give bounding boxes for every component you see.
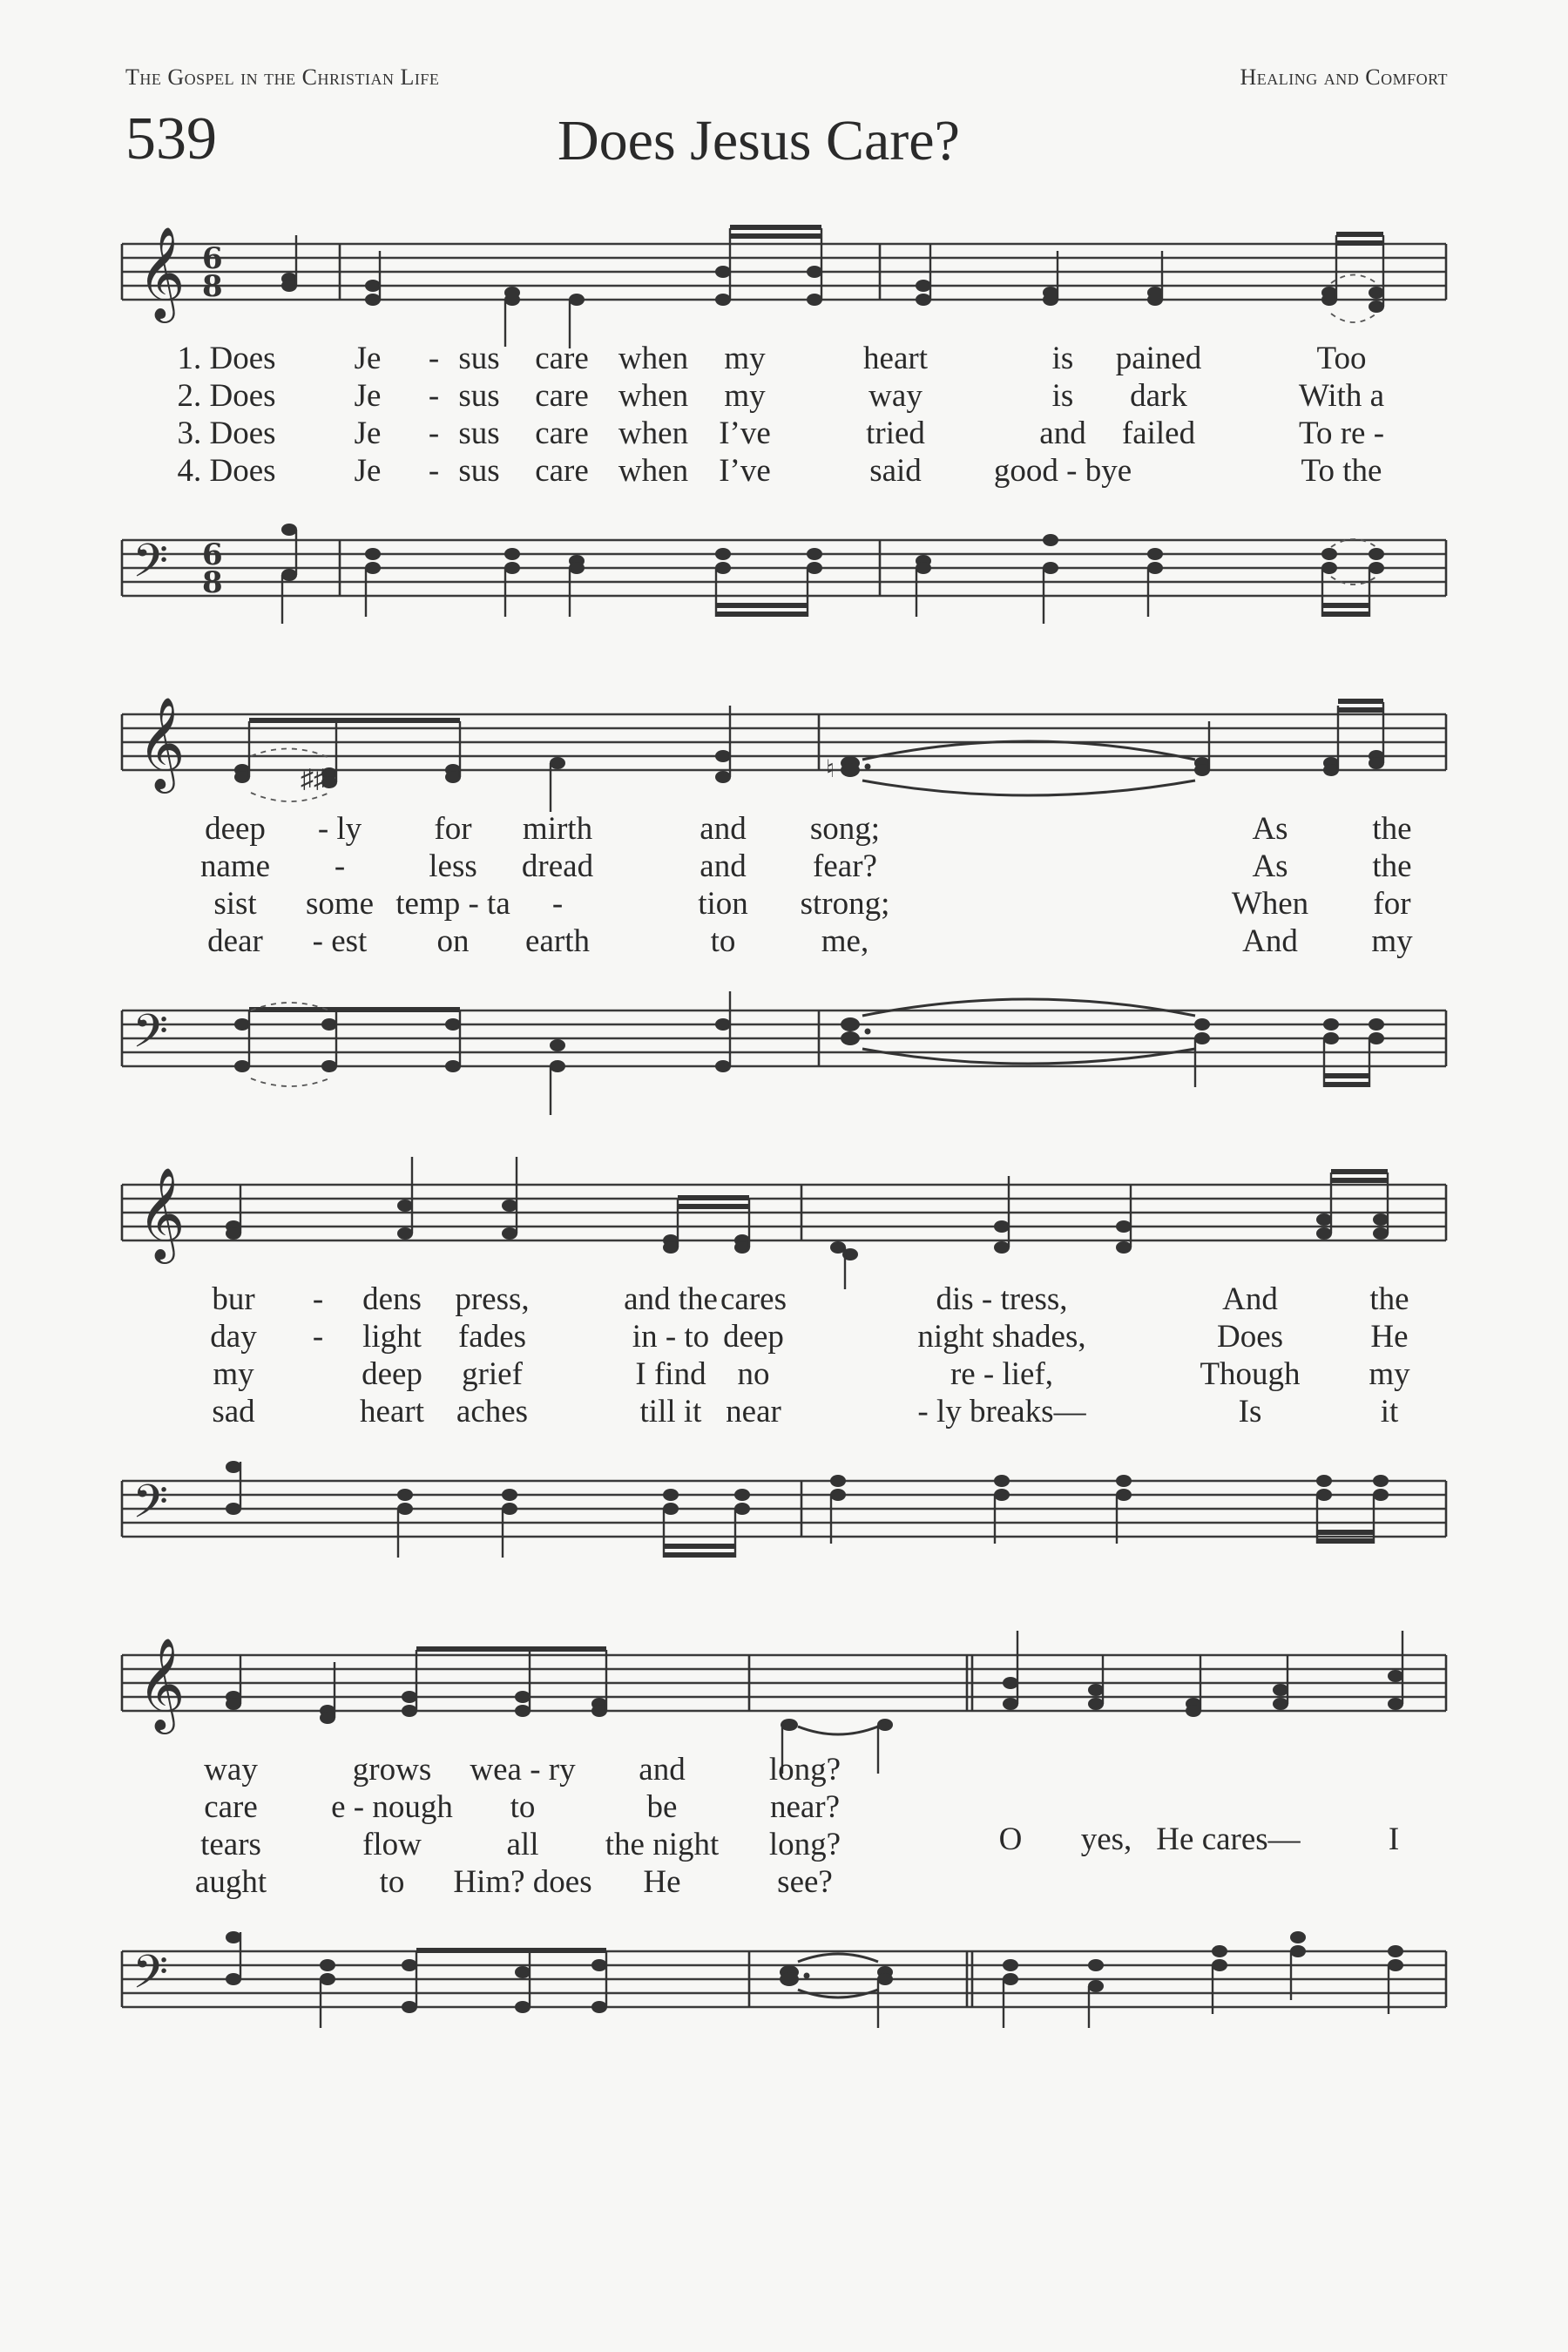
lyric-syllable: to xyxy=(710,923,736,959)
lyric-syllable: long? xyxy=(768,1752,841,1788)
lyric-syllable: name xyxy=(199,848,271,884)
lyric-line-verse-1 xyxy=(122,1751,1446,1789)
lyric-syllable: the night xyxy=(605,1827,720,1862)
lyric-syllable: To re - xyxy=(1298,416,1385,451)
lyric-line-verse-1 xyxy=(122,340,1446,378)
bass-staff-2 xyxy=(122,976,1446,1167)
lyric-syllable: aught xyxy=(194,1864,267,1900)
lyric-syllable: is xyxy=(1051,378,1074,414)
lyric-syllable: be xyxy=(646,1789,678,1825)
lyric-syllable: near? xyxy=(769,1789,841,1825)
lyric-syllable: dear xyxy=(207,923,263,959)
lyric-syllable: grief xyxy=(462,1356,523,1392)
lyric-syllable: He xyxy=(1370,1319,1409,1355)
lyric-syllable: sus xyxy=(458,416,500,451)
lyric-line-verse-4 xyxy=(122,1863,1446,1902)
lyric-syllable: care xyxy=(535,378,589,414)
lyric-syllable: heart xyxy=(360,1394,424,1429)
lyric-syllable: heart xyxy=(863,341,928,376)
lyric-syllable: - xyxy=(551,886,564,922)
lyric-syllable: - xyxy=(428,416,440,451)
lyric-line-verse-4 xyxy=(122,1393,1446,1431)
bass-staff-4 xyxy=(122,1916,1446,2108)
lyric-line-verse-2 xyxy=(122,1318,1446,1356)
lyric-syllable: said xyxy=(869,453,922,489)
treble-clef-icon: 𝄞 xyxy=(138,1637,186,1730)
lyric-syllable: for xyxy=(1373,886,1411,922)
lyric-syllable: dark xyxy=(1130,378,1187,414)
lyric-syllable: when xyxy=(618,416,689,451)
treble-notes xyxy=(226,1157,1389,1289)
lyric-syllable: light xyxy=(362,1319,422,1355)
lyric-syllable: Je xyxy=(354,378,382,414)
bass-staff-1 xyxy=(122,505,1446,697)
lyric-syllable: deep xyxy=(205,811,266,847)
lyric-syllable: it xyxy=(1380,1394,1399,1429)
lyric-syllable: my xyxy=(1369,1356,1410,1392)
lyric-syllable: And xyxy=(1222,1281,1278,1317)
lyric-syllable: deep xyxy=(723,1319,784,1355)
music-system-4 xyxy=(122,1620,1446,2056)
music-system-3 xyxy=(122,1150,1446,1585)
lyric-syllable: the xyxy=(1372,848,1412,884)
lyric-line-verse-1 xyxy=(122,1281,1446,1319)
bass-clef-icon: 𝄢 xyxy=(132,1946,169,2011)
lyric-syllable: less xyxy=(429,848,477,884)
lyric-syllable: dis - tress, xyxy=(936,1281,1068,1317)
lyric-syllable: And xyxy=(1242,923,1298,959)
bass-clef-icon: 𝄢 xyxy=(132,535,169,599)
lyric-syllable: sad xyxy=(212,1394,255,1429)
lyric-syllable: good - bye xyxy=(993,453,1132,489)
lyric-syllable: care xyxy=(535,341,589,376)
lyric-syllable: To the xyxy=(1301,453,1382,489)
lyric-syllable: - xyxy=(312,1281,324,1317)
lyric-syllable: - xyxy=(428,341,440,376)
lyric-syllable: when xyxy=(618,341,689,376)
lyric-syllable: re - lief, xyxy=(950,1356,1054,1392)
lyric-syllable: and the xyxy=(624,1281,718,1317)
lyric-syllable: when xyxy=(618,453,689,489)
lyric-syllable: earth xyxy=(525,923,590,959)
lyric-syllable: Is xyxy=(1238,1394,1262,1429)
bass-time-signature-bottom: 8 xyxy=(202,565,223,600)
lyric-syllable: As xyxy=(1252,848,1288,884)
lyric-syllable: in - to xyxy=(632,1319,710,1355)
bass-staff-3 xyxy=(122,1446,1446,1638)
lyric-syllable: 3. Does xyxy=(177,416,276,451)
lyric-syllable: Je xyxy=(354,341,382,376)
time-signature-top: 6 xyxy=(202,241,223,276)
music-system-1 xyxy=(122,209,1446,645)
lyric-syllable: - xyxy=(428,453,440,489)
lyric-syllable: care xyxy=(535,416,589,451)
lyric-syllable: I’ve xyxy=(719,416,771,451)
refrain-word: O xyxy=(998,1821,1023,1857)
lyric-syllable: He xyxy=(643,1864,681,1900)
lyric-syllable: and xyxy=(700,811,747,847)
lyric-syllable: care xyxy=(535,453,589,489)
lyric-syllable: and xyxy=(1039,416,1086,451)
lyric-syllable: cares xyxy=(720,1281,787,1317)
lyric-line-verse-4 xyxy=(122,452,1446,490)
lyric-syllable: day xyxy=(210,1319,257,1355)
lyric-syllable: - ly xyxy=(317,811,362,847)
lyric-syllable: 1. Does xyxy=(177,341,276,376)
lyric-syllable: strong; xyxy=(800,886,890,922)
lyric-syllable: 4. Does xyxy=(177,453,276,489)
lyric-syllable: no xyxy=(737,1356,770,1392)
lyric-syllable: see? xyxy=(777,1864,833,1900)
lyric-syllable: With a xyxy=(1298,378,1385,414)
lyric-syllable: near xyxy=(726,1394,781,1429)
lyric-syllable: for xyxy=(434,811,472,847)
lyric-syllable: Though xyxy=(1200,1356,1301,1392)
lyric-syllable: the xyxy=(1372,811,1412,847)
treble-clef-icon: 𝄞 xyxy=(138,696,186,789)
bass-time-signature-top: 6 xyxy=(202,537,223,572)
lyric-syllable: - ly breaks— xyxy=(917,1394,1086,1429)
lyric-syllable: sus xyxy=(458,378,500,414)
hymn-title: Does Jesus Care? xyxy=(558,109,960,172)
bass-notes xyxy=(281,524,1384,624)
lyric-syllable: sist xyxy=(213,886,257,922)
lyric-syllable: till it xyxy=(639,1394,702,1429)
lyric-syllable: my xyxy=(724,341,766,376)
hymn-number: 539 xyxy=(125,105,217,172)
lyric-syllable: Je xyxy=(354,416,382,451)
lyric-syllable: flow xyxy=(362,1827,422,1862)
treble-clef-icon: 𝄞 xyxy=(138,226,186,319)
lyric-syllable: to xyxy=(379,1864,405,1900)
lyric-syllable: tried xyxy=(866,416,925,451)
lyric-line-verse-2 xyxy=(122,377,1446,416)
lyric-syllable: When xyxy=(1231,886,1309,922)
bass-clef-icon: 𝄢 xyxy=(132,1005,169,1070)
lyric-syllable: long? xyxy=(768,1827,841,1862)
lyric-syllable: and xyxy=(700,848,747,884)
lyric-syllable: dread xyxy=(521,848,594,884)
running-head-right: Healing and Comfort xyxy=(1240,64,1448,90)
lyric-syllable: way xyxy=(868,378,923,414)
lyric-line-verse-2 xyxy=(122,848,1446,886)
lyric-syllable: when xyxy=(618,378,689,414)
lyric-syllable: way xyxy=(204,1752,258,1788)
lyric-syllable: temp - ta xyxy=(395,886,510,922)
lyric-syllable: and xyxy=(639,1752,686,1788)
lyric-syllable: night shades, xyxy=(917,1319,1086,1355)
bass-clef-icon: 𝄢 xyxy=(132,1476,169,1540)
lyric-syllable: all xyxy=(506,1827,539,1862)
treble-clef-icon: 𝄞 xyxy=(138,1166,186,1260)
lyric-syllable: aches xyxy=(456,1394,529,1429)
lyric-syllable: Too xyxy=(1316,341,1367,376)
lyric-syllable: some xyxy=(305,886,375,922)
lyric-line-verse-3 xyxy=(122,885,1446,923)
lyric-syllable: wea - ry xyxy=(470,1752,576,1788)
lyric-syllable: song; xyxy=(809,811,881,847)
lyric-syllable: care xyxy=(204,1789,258,1825)
refrain-lyrics xyxy=(122,1821,1446,1862)
lyric-syllable: - xyxy=(334,848,346,884)
lyric-syllable: - xyxy=(312,1319,324,1355)
lyric-syllable: failed xyxy=(1121,416,1196,451)
refrain-word: He cares— xyxy=(1156,1821,1301,1857)
lyric-syllable: the xyxy=(1369,1281,1409,1317)
time-signature-bottom: 8 xyxy=(202,269,223,304)
lyric-syllable: I find xyxy=(635,1356,706,1392)
svg-text:♯♯: ♯♯ xyxy=(301,765,327,794)
lyric-syllable: on xyxy=(436,923,470,959)
lyric-syllable: dens xyxy=(362,1281,422,1317)
lyric-syllable: I’ve xyxy=(719,453,771,489)
lyric-syllable: grows xyxy=(352,1752,432,1788)
lyric-syllable: Je xyxy=(354,453,382,489)
lyric-syllable: my xyxy=(1371,923,1413,959)
lyric-syllable: As xyxy=(1252,811,1288,847)
lyric-syllable: sus xyxy=(458,341,500,376)
lyric-syllable: to xyxy=(510,1789,536,1825)
lyric-syllable: tion xyxy=(698,886,748,922)
running-head-left: The Gospel in the Christian Life xyxy=(125,64,440,90)
lyric-syllable: - xyxy=(428,378,440,414)
lyric-syllable: Him? does xyxy=(453,1864,592,1900)
lyric-line-verse-3 xyxy=(122,1355,1446,1394)
lyric-syllable: pained xyxy=(1115,341,1202,376)
lyric-syllable: mirth xyxy=(522,811,593,847)
svg-text:♮: ♮ xyxy=(826,756,835,783)
lyric-syllable: press, xyxy=(455,1281,530,1317)
lyric-syllable: 2. Does xyxy=(177,378,276,414)
lyric-syllable: me, xyxy=(821,923,869,959)
lyric-line-verse-1 xyxy=(122,810,1446,848)
lyric-syllable: Does xyxy=(1216,1319,1284,1355)
lyric-syllable: fear? xyxy=(813,848,877,884)
refrain-word: I xyxy=(1388,1821,1400,1857)
refrain-word: yes, xyxy=(1080,1821,1132,1857)
lyric-syllable: my xyxy=(213,1356,254,1392)
lyric-syllable: sus xyxy=(458,453,500,489)
lyric-line-verse-3 xyxy=(122,415,1446,453)
lyric-line-verse-4 xyxy=(122,923,1446,961)
lyric-syllable: my xyxy=(724,378,766,414)
lyric-syllable: fades xyxy=(457,1319,527,1355)
lyric-syllable: - est xyxy=(312,923,368,959)
lyric-syllable: tears xyxy=(200,1827,261,1862)
lyric-syllable: e - nough xyxy=(331,1789,453,1825)
music-system-2 xyxy=(122,679,1446,1115)
lyric-syllable: is xyxy=(1051,341,1074,376)
lyric-syllable: bur xyxy=(212,1281,255,1317)
lyric-syllable: deep xyxy=(362,1356,422,1392)
